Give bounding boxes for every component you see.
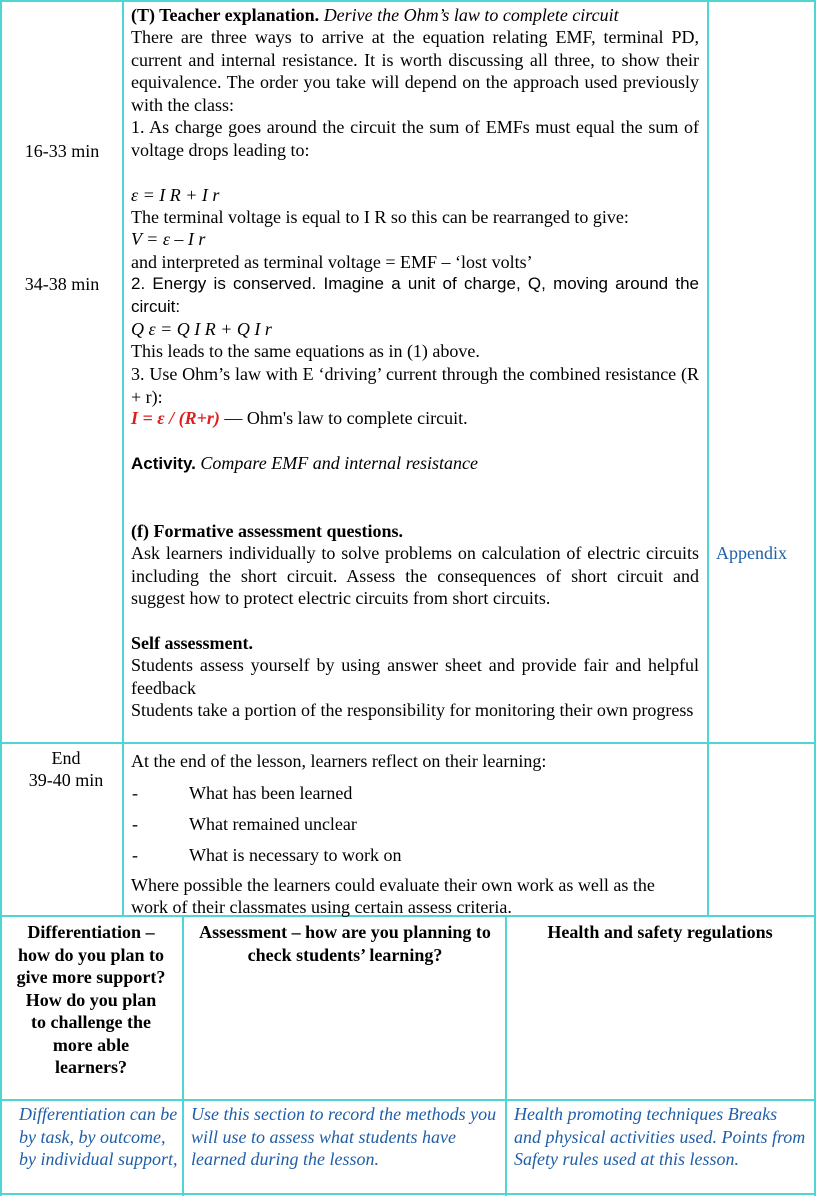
differentiation-guidance: Differentiation can be by task, by outcome, by individual support, <box>19 1104 178 1170</box>
equation-terminal: V = ε – I r <box>131 229 206 249</box>
formative-heading: (f) Formative assessment questions. <box>131 521 403 541</box>
method-one: 1. As charge goes around the circuit the sum of EMFs must equal the sum of voltage drops leading to: <box>131 117 699 160</box>
teacher-heading-italic: Derive the Ohm’s law to complete circuit <box>323 5 619 25</box>
formative-body: Ask learners individually to solve problems on calculation of electric circuits including the short circuit. Assess the consequences of short circuit and suggest how to protect electric circuits from short circuits. <box>131 543 699 609</box>
self-assessment-body: Students assess yourself by using answer sheet and provide fair and helpful feedback <box>131 655 699 698</box>
lost-volts-text: and interpreted as terminal voltage = EMF – ‘lost volts’ <box>131 252 533 272</box>
ohm-law-line <box>131 407 699 430</box>
differentiation-header: Differentiation – how do you plan to give more support? How do you plan to challenge the more able learners? <box>16 922 166 1077</box>
method-three: 3. Use Ohm’s law with E ‘driving’ current through the combined resistance (R + r): <box>131 364 699 407</box>
list-dash: - <box>132 814 138 834</box>
health-header: Health and safety regulations <box>547 922 773 942</box>
activity-line <box>131 452 699 476</box>
end-label: End <box>51 748 81 768</box>
terminal-voltage-text: The terminal voltage is equal to I R so this can be rearranged to give: <box>131 207 629 227</box>
teacher-heading-bold: (T) Teacher explanation. <box>131 5 320 25</box>
equation-energy: Q ε = Q I R + Q I r <box>131 319 272 339</box>
health-guidance: Health promoting techniques Breaks and physical activities used. Points from Safety rules used at this lesson. <box>514 1104 806 1170</box>
list-item-text: What remained unclear <box>189 814 357 834</box>
method-two: 2. Energy is conserved. Imagine a unit of charge, Q, moving around the circuit: <box>131 274 699 316</box>
assessment-guidance: Use this section to record the methods you will use to assess what students have learned during the lesson. <box>191 1104 497 1170</box>
ohm-law-equation: I = ε / (R+r) <box>131 408 220 428</box>
activity-label: Activity. <box>131 454 196 473</box>
time-label: 39-40 min <box>28 770 104 790</box>
assessment-header: Assessment – how are you planning to check students’ learning? <box>199 922 491 965</box>
self-assessment-body: Students take a portion of the responsibility for monitoring their own progress <box>131 700 694 720</box>
list-item-text: What has been learned <box>189 783 353 803</box>
ohm-law-caption: — Ohm's law to complete circuit. <box>219 408 468 428</box>
equation-emf: ε = I R + I r <box>131 185 220 205</box>
table-border <box>707 0 709 915</box>
list-dash: - <box>132 783 138 803</box>
same-equations-text: This leads to the same equations as in (1) above. <box>131 341 480 361</box>
table-border <box>0 1099 816 1101</box>
table-border <box>0 742 816 744</box>
table-border <box>0 0 2 1196</box>
teacher-heading <box>131 4 701 27</box>
table-border <box>182 915 184 1196</box>
reflection-outro: Where possible the learners could evaluate their own work as well as the work of their classmates using certain assess criteria. <box>131 875 655 917</box>
list-item-text: What is necessary to work on <box>189 845 402 865</box>
table-border <box>0 0 816 2</box>
teacher-intro: There are three ways to arrive at the equation relating EMF, terminal PD, current and internal resistance. It is worth discussing all three, to show their equivalence. The order you take will depend on the approach used previously with the class: <box>131 27 699 115</box>
reflection-intro: At the end of the lesson, learners reflect on their learning: <box>131 751 547 771</box>
time-label: 16-33 min <box>24 141 100 161</box>
appendix-link[interactable]: Appendix <box>716 543 787 563</box>
list-dash: - <box>132 845 138 865</box>
self-assessment-heading: Self assessment. <box>131 633 253 653</box>
table-border <box>505 915 507 1196</box>
activity-title: Compare EMF and internal resistance <box>200 453 479 473</box>
table-border <box>0 1193 816 1195</box>
time-label: 34-38 min <box>24 274 100 294</box>
